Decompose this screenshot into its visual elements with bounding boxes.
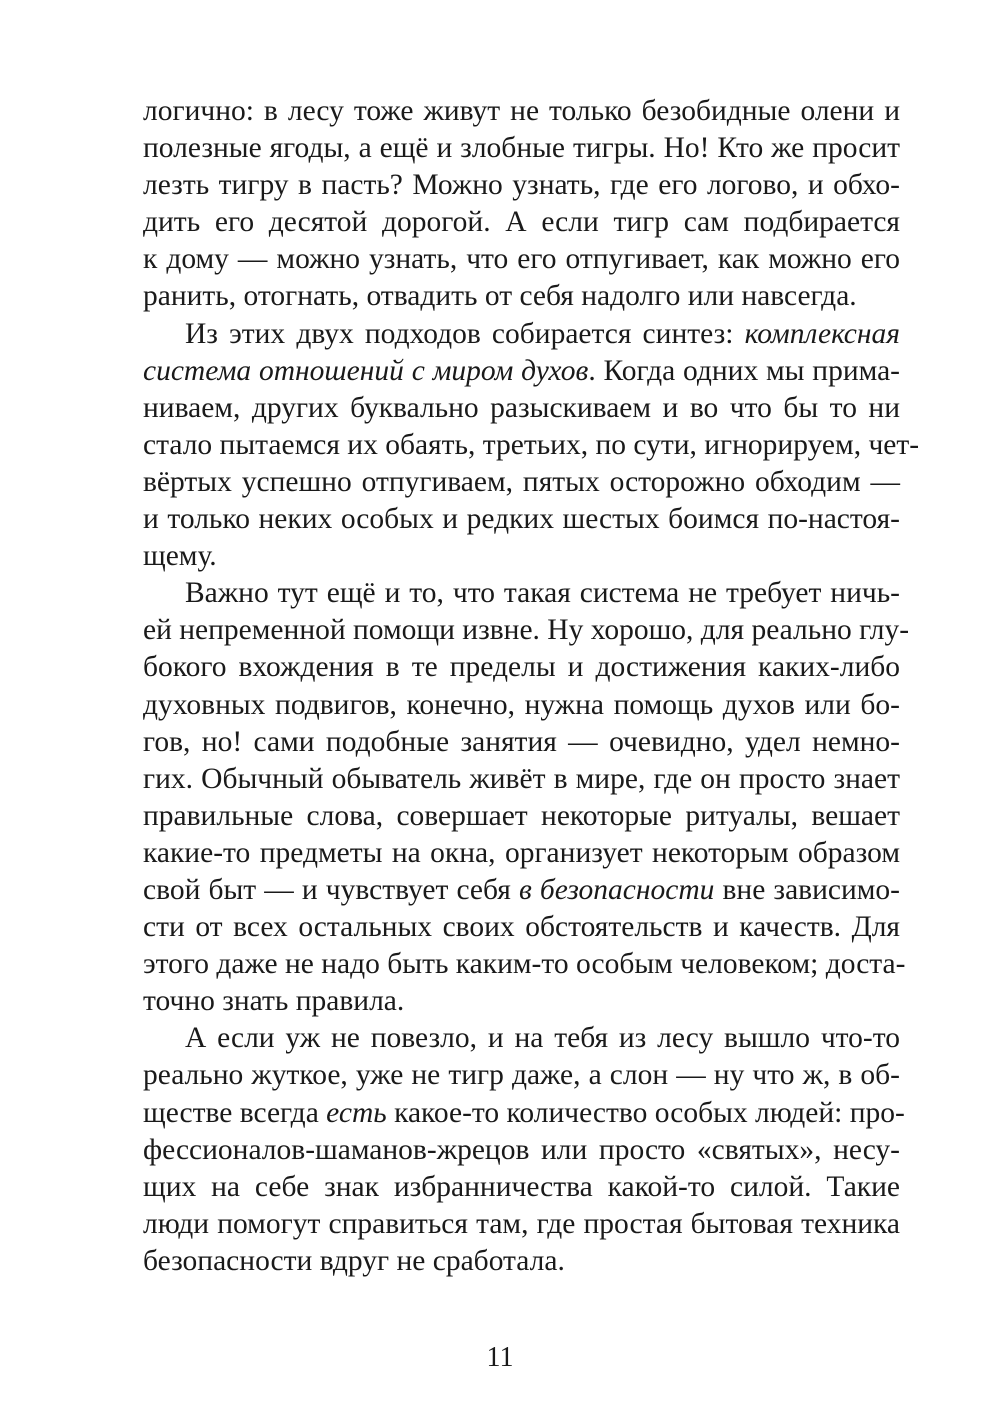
- text-line: [143, 909, 900, 946]
- text-line: [143, 761, 900, 798]
- text-segment: полезные ягоды, а ещё и злобные тигры. Но! Кто же просит: [143, 132, 900, 165]
- text-line: [143, 390, 900, 427]
- text-segment: щему.: [143, 540, 217, 573]
- text-line: [143, 835, 900, 872]
- text-segment: сти от всех остальных своих обстоятельств и качеств. Для: [143, 911, 900, 944]
- text-line: [143, 1169, 900, 1206]
- paragraph: [143, 575, 910, 1020]
- paragraph: [143, 1020, 905, 1280]
- text-line: [143, 612, 910, 649]
- text-line: [143, 1057, 900, 1094]
- text-segment: этого даже не надо быть каким-то особым человеком; доста-: [143, 948, 906, 981]
- paragraph: [143, 316, 920, 576]
- text-segment: к дому — можно узнать, что его отпугивает, как можно его: [143, 243, 900, 276]
- emphasized-text: система отношений с миром духов: [143, 354, 589, 387]
- text-line: [143, 983, 900, 1020]
- page-number: 11: [486, 1342, 514, 1373]
- text-line: [143, 946, 906, 983]
- text-segment: вне зависимо-: [714, 873, 900, 906]
- text-segment: лезть тигру в пасть? Можно узнать, где его логово, и обхо-: [143, 169, 900, 202]
- text-segment: . Когда одних мы прима-: [588, 354, 901, 387]
- text-segment: свой быт — и чувствует себя: [143, 873, 519, 906]
- body-text: [143, 93, 920, 1280]
- text-segment: ществе всегда: [143, 1096, 327, 1129]
- text-line: [143, 649, 900, 686]
- text-line: [143, 1095, 905, 1132]
- text-segment: люди помогут справиться там, где простая бытовая техника: [143, 1207, 900, 1240]
- emphasized-text: есть: [326, 1096, 387, 1129]
- text-segment: стало пытаемся их обаять, третьих, по сути, игнорируем, чет-: [143, 428, 920, 461]
- text-segment: фессионалов-шаманов-жрецов или просто «святых», несу-: [143, 1133, 900, 1166]
- text-segment: щих на себе знак избранничества какой-то силой. Такие: [143, 1170, 900, 1203]
- text-line: [143, 278, 900, 315]
- text-line: [143, 798, 900, 835]
- text-segment: логично: в лесу тоже живут не только безобидные олени и: [143, 95, 900, 127]
- text-line: [143, 167, 900, 204]
- text-segment: Важно тут ещё и то, что такая система не требует ничь-: [185, 577, 900, 610]
- text-line: [143, 1132, 900, 1169]
- paragraph: [143, 93, 900, 316]
- text-line: [143, 353, 900, 390]
- text-line: [143, 501, 900, 538]
- text-segment: ей непременной помощи извне. Ну хорошо, для реально глу-: [143, 614, 910, 647]
- text-line: [143, 687, 900, 724]
- text-segment: вёртых успешно отпугиваем, пятых осторожно обходим —: [143, 465, 900, 498]
- text-line: [143, 538, 900, 575]
- text-line: [143, 316, 900, 353]
- text-segment: безопасности вдруг не сработала.: [143, 1244, 565, 1277]
- emphasized-text: в безопасности: [518, 873, 715, 906]
- text-segment: гих. Обычный обыватель живёт в мире, где он просто знает: [143, 762, 900, 795]
- text-segment: точно знать правила.: [143, 985, 405, 1018]
- text-segment: какие-то предметы на окна, организует некоторым образом: [143, 836, 900, 869]
- text-line: [143, 1243, 900, 1280]
- text-line: [143, 204, 900, 241]
- text-line: [143, 872, 900, 909]
- text-line: [143, 464, 900, 501]
- text-line: [143, 575, 900, 612]
- text-line: [143, 130, 900, 167]
- text-line: [143, 1020, 900, 1057]
- text-line: [143, 241, 900, 278]
- text-segment: духовных подвигов, конечно, нужна помощь духов или бо-: [143, 688, 900, 721]
- text-line: [143, 724, 900, 761]
- text-segment: и только неких особых и редких шестых боимся по-настоя-: [143, 503, 900, 536]
- text-segment: дить его десятой дорогой. А если тигр сам подбирается: [143, 206, 900, 239]
- text-line: [143, 93, 900, 130]
- text-segment: ранить, отогнать, отвадить от себя надолго или навсегда.: [143, 280, 857, 313]
- text-segment: ниваем, других буквально разыскиваем и во что бы то ни: [143, 391, 900, 424]
- text-segment: бокого вхождения в те пределы и достижения каких-либо: [143, 651, 900, 684]
- text-segment: А если уж не повезло, и на тебя из лесу вышло что-то: [185, 1022, 900, 1055]
- emphasized-text: комплексная: [744, 317, 900, 350]
- text-segment: какое-то количество особых людей: про-: [386, 1096, 905, 1129]
- text-line: [143, 427, 920, 464]
- text-line: [143, 1206, 900, 1243]
- text-segment: Из этих двух подходов собирается синтез:: [185, 317, 745, 350]
- text-segment: гов, но! сами подобные занятия — очевидно, удел немно-: [143, 725, 900, 758]
- text-segment: реально жуткое, уже не тигр даже, а слон — ну что ж, в об-: [143, 1059, 900, 1092]
- text-segment: правильные слова, совершает некоторые ритуалы, вешает: [143, 799, 900, 832]
